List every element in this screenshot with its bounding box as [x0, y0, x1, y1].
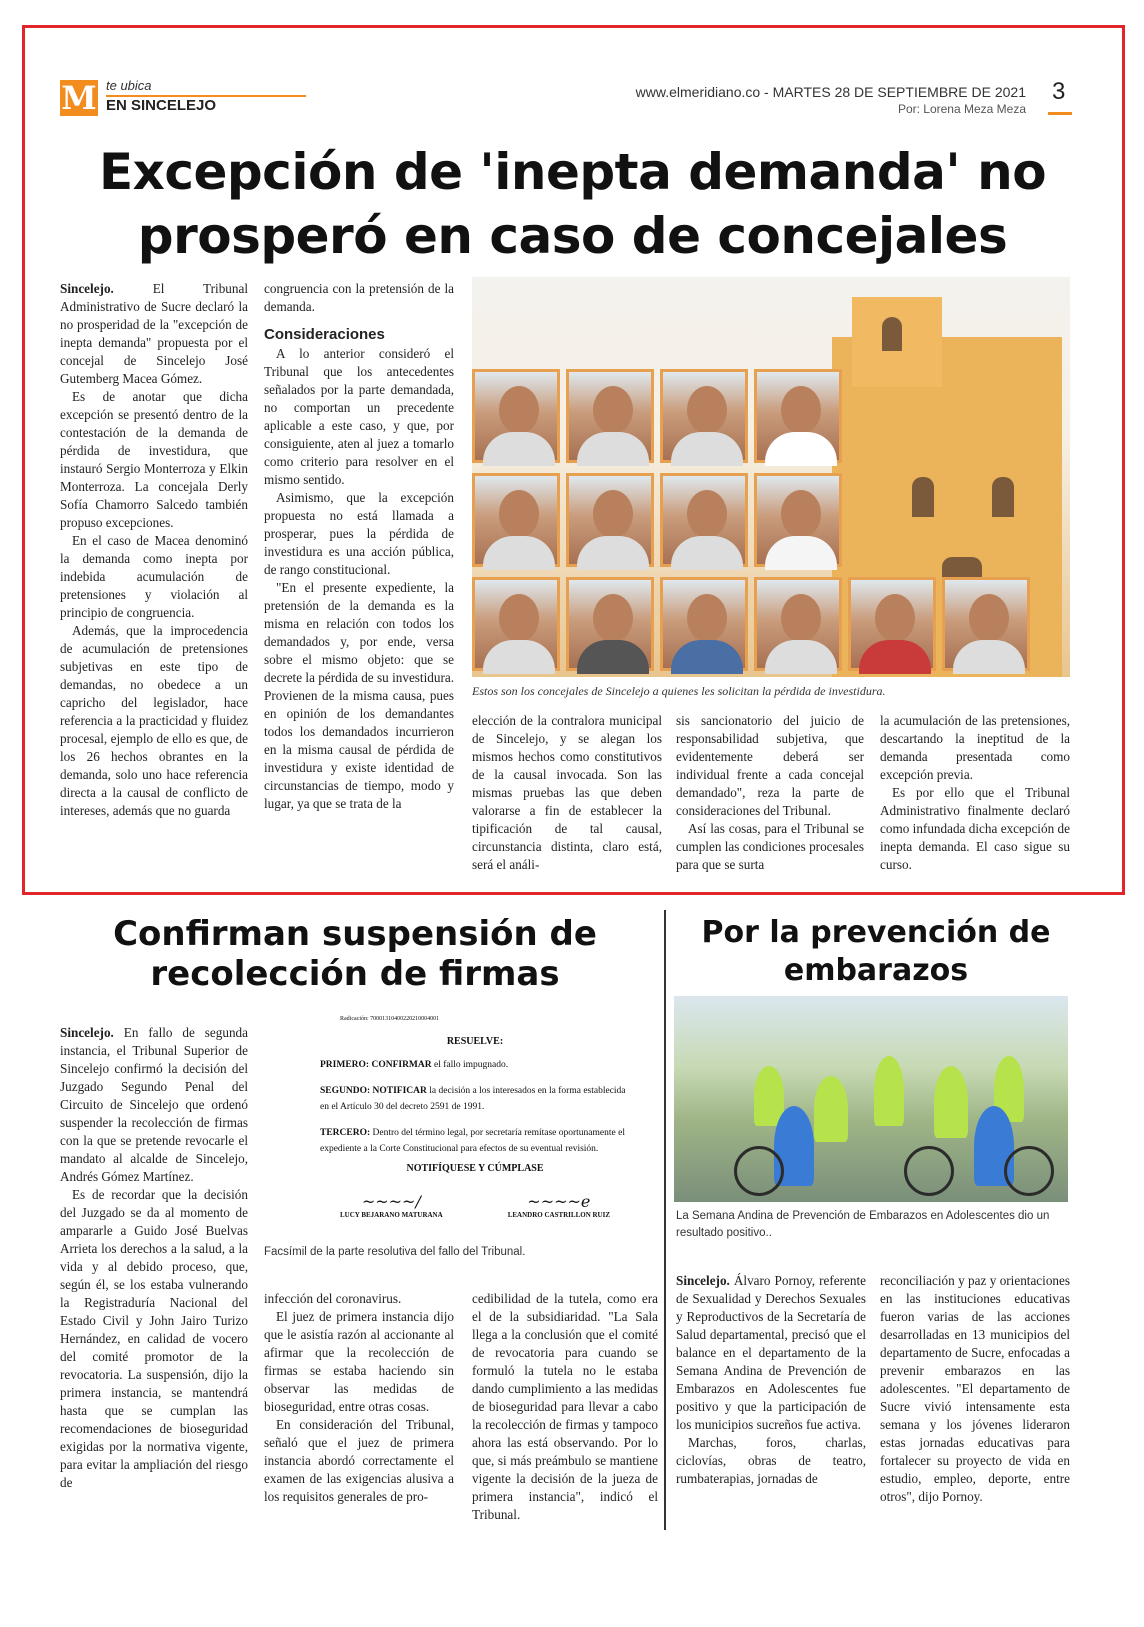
councillor-portrait [754, 473, 842, 567]
story2-col-1: Sincelejo. En fallo de segunda instancia, el Tribunal Superior de Sincelejo confirmó la decisión del Juzgado Segundo Penal del Circuito de Sincelejo que ordenó suspender la recolección de firmas con la que se pretende revocarle el mandato al alcalde de Sincelejo, Andrés Gómez Martínez. Es de recordar que la decisión del Juzgado se da al momento de ampararle a Guido José Buelvas Arrieta los derechos a la salud, a la vida y al debido proceso, que, según él, se los estaba vulnerando la Registraduría Nacional del Estado Civil y John Jairo Turizo Hernández, en calidad de vocero del comité promotor de la revocatoria. La suspensión, dijo la primera instancia, se mantendrá hasta que se cumplan las recomendaciones de bioseguridad exigidas por la normativa vigente, para evitar la ampliación del riesgo de [60, 1025, 248, 1490]
story3-headline: Por la prevención de embarazos [701, 915, 1051, 988]
lead-col-5: la acumulación de las pretensiones, descartando la ineptitud de la demanda presentada como excepción previa. Es por ello que el Tribunal Administrativo finalmente declaró como infundada dicha excepción de inepta demanda. El caso sigue su curso. [880, 713, 1070, 872]
church-window [992, 477, 1014, 517]
councillor-portrait [472, 473, 560, 567]
tower-window [882, 317, 902, 351]
resuelve-heading: RESUELVE: [446, 1036, 504, 1047]
councillor-portrait [754, 577, 842, 671]
ruling-tercero: TERCERO: Dentro del término legal, por secretaría remítase oportunamente el expediente a la Corte Constitucional para efectos de su eventual revisión. [320, 1128, 625, 1154]
lead-col-2: congruencia con la pretensión de la demanda. Consideraciones A lo anterior consideró el Tribunal que los antecedentes señalados por la parte demandada, no comportan un precedente aplicable a este caso, y que, por consiguiente, aten al juez a tomarlo como criterio para resolver en el mismo sentido. Asimismo, que la excepción propuesta no está llamada a prosperar, pues la pérdida de investidura es una acción pública, de rango constitucional. "En el presente expediente, la pretensión de la demanda es la misma en relación con todos los demandados y, por ende, versa sobre el mismo objeto: que se decrete la pérdida de su investidura. Provienen de la misma causa, pues en opinión de los demandantes todos los demandados incurrieron en la misma causal de pérdida de investidura y existe identidad de circunstancias de tiempo, modo y lugar, ya que se trata de la [264, 281, 454, 811]
facsimile-caption: Facsímil de la parte resolutiva del fallo del Tribunal. [264, 1246, 526, 1258]
councillor-portrait [472, 369, 560, 463]
councillor-portrait [660, 473, 748, 567]
byline: Por: Lorena Meza Meza [897, 102, 1026, 116]
councillor-portrait [942, 577, 1030, 671]
lead-headline: Excepción de 'inepta demanda' no prosperó en caso de concejales [98, 143, 1047, 265]
radicacion-number: Radicación: 70001310400220210004001 [340, 1016, 440, 1022]
signatures: ~~~~/ LUCY BEJARANO MATURANA ~~~~e LEANDRO CASTRILLON RUIZ [340, 1192, 610, 1219]
councillors-photo [472, 277, 1070, 677]
meridiano-logo: M [61, 79, 97, 117]
cycling-event-photo [674, 996, 1068, 1202]
story3-col-1: Sincelejo. Álvaro Pornoy, referente de Sexualidad y Derechos Sexuales y Reproductivos de la Secretaría de Salud departamental, precisó que el balance en el departamento de la Semana Andina de Prevención de Embarazos en Adolescentes fue positivo y que la participación de los municipios sucreños fue activa. Marchas, foros, charlas, ciclovías, obras de teatro, rumbaterapias, jornadas de [676, 1273, 866, 1486]
cyclist [814, 1076, 848, 1142]
bike-wheel [734, 1146, 784, 1196]
signature-scribble: ~~~~/ [361, 1192, 421, 1211]
councillor-portrait [566, 577, 654, 671]
cyclist [874, 1056, 904, 1126]
page-number: 3 [1052, 78, 1066, 105]
story3-col-2: reconciliación y paz y orientaciones en las instituciones educativas fueron varias de las acciones desarrolladas en 13 municipios del departamento de Sucre, enfocadas a prevenir embarazos en las adolescentes. "El departamento de Sucre vivió intensamente esta semana y los jóvenes lideraron estas jornadas educativas para fortalecer su proyecto de vida en estudio, empleo, deporte, entre otros", dijo Pornoy. [880, 1273, 1070, 1504]
councillor-portrait [566, 473, 654, 567]
signature-scribble: ~~~~e [527, 1192, 591, 1211]
lead-col-1: Sincelejo. El Tribunal Administrativo de Sucre declaró la no prosperidad de la "excepción de inepta demanda" propuesta por el concejal de Sincelejo José Gutemberg Macea Gómez. Es de anotar que dicha excepción se presentó dentro de la contestación de la demanda de pérdida de investidura, que instauró Sergio Monterroza y Elkin Monterroza. La concejala Derly Sofía Chamorro Salcedo también propuso excepciones. En el caso de Macea denominó la demanda como inepta por indebida acumulación de pretensiones y violación al principio de congruencia. Además, que la improcedencia de acumulación de pretensiones subjetivas en este tipo de demandas, no obedece a un capricho del legislador, hace referencia a la practicidad y fluidez procesal, ejemplo de ello es que, de los 26 hechos obrantes en la demanda, solo uno hace referencia directa a la causal de conflicto de intereses, además que no guarda [60, 281, 248, 818]
court-ruling-facsimile [320, 1016, 630, 1236]
story2-col-3: cedibilidad de la tutela, como era el de la subsidiaridad. "La Sala llega a la conclusión que el comité de revocatoria para cuando se formuló la tutela no le estaba dando cumplimiento a las medidas de bioseguridad para llevar a cabo la recolección de firmas y tampoco ahora las está observando. Por lo que, si más preámbulo se mantiene vigente la decisión de la jueza de primera instancia", indicó el Tribunal. [472, 1291, 658, 1522]
story2-headline: Confirman suspensión de recolección de firmas [113, 914, 597, 994]
cyclist [934, 1066, 968, 1138]
dateline: www.elmeridiano.co - MARTES 28 DE SEPTIEMBRE DE 2021 [635, 84, 1026, 100]
councillor-portrait [660, 369, 748, 463]
councillor-portrait [660, 577, 748, 671]
page-number-rule [1048, 112, 1072, 115]
section-tag: te ubica [106, 78, 152, 93]
lead-col-4: sis sancionatorio del juicio de responsabilidad subjetiva, que evidentemente deberá ser individual frente a cada concejal demandado", reza la parte de consideraciones del Tribunal. Así las cosas, para el Tribunal se cumplen las condiciones procesales para que se surta [676, 713, 864, 872]
councillors-photo-caption: Estos son los concejales de Sincelejo a quienes les solicitan la pérdida de investidura. [472, 684, 886, 698]
ruling-primero: PRIMERO: CONFIRMAR el fallo impugnado. [320, 1060, 509, 1070]
lead-col-3: elección de la contralora municipal de Sincelejo, y se alegan los mismos hechos como constitutivos de la causal invocada. Son las mismas pruebas las que deben valorarse a fin de establecer la tipificación de tal causal, circunstancia distinta, claro está, será el análi- [472, 713, 662, 872]
councillor-portrait [848, 577, 936, 671]
section-name: EN SINCELEJO [106, 97, 217, 114]
councillor-portrait [566, 369, 654, 463]
councillor-portrait [472, 577, 560, 671]
cycling-photo-caption: La Semana Andina de Prevención de Embarazos en Adolescentes dio un resultado positivo.. [676, 1210, 1050, 1239]
subhead-consideraciones: Consideraciones [264, 326, 385, 343]
notifiquese-line: NOTIFÍQUESE Y CÚMPLASE [406, 1163, 544, 1174]
councillor-portrait [754, 369, 842, 463]
church-window [912, 477, 934, 517]
column-divider [664, 910, 666, 1530]
story2-col-2: infección del coronavirus. El juez de primera instancia dijo que le asistía razón al accionante al afirmar que la recolección de firmas se estaba haciendo sin observar las medidas de bioseguridad, entre otras cosas. En consideración del Tribunal, señaló que el juez de primera instancia abordó correctamente el examen de las exigencias alusiva a los requisitos generales de pro- [264, 1291, 454, 1504]
bike-wheel [904, 1146, 954, 1196]
ruling-segundo: SEGUNDO: NOTIFICAR la decisión a los interesados en la forma establecida en el Artículo 30 del decreto 2591 de 1991. [320, 1086, 626, 1112]
bike-wheel [1004, 1146, 1054, 1196]
